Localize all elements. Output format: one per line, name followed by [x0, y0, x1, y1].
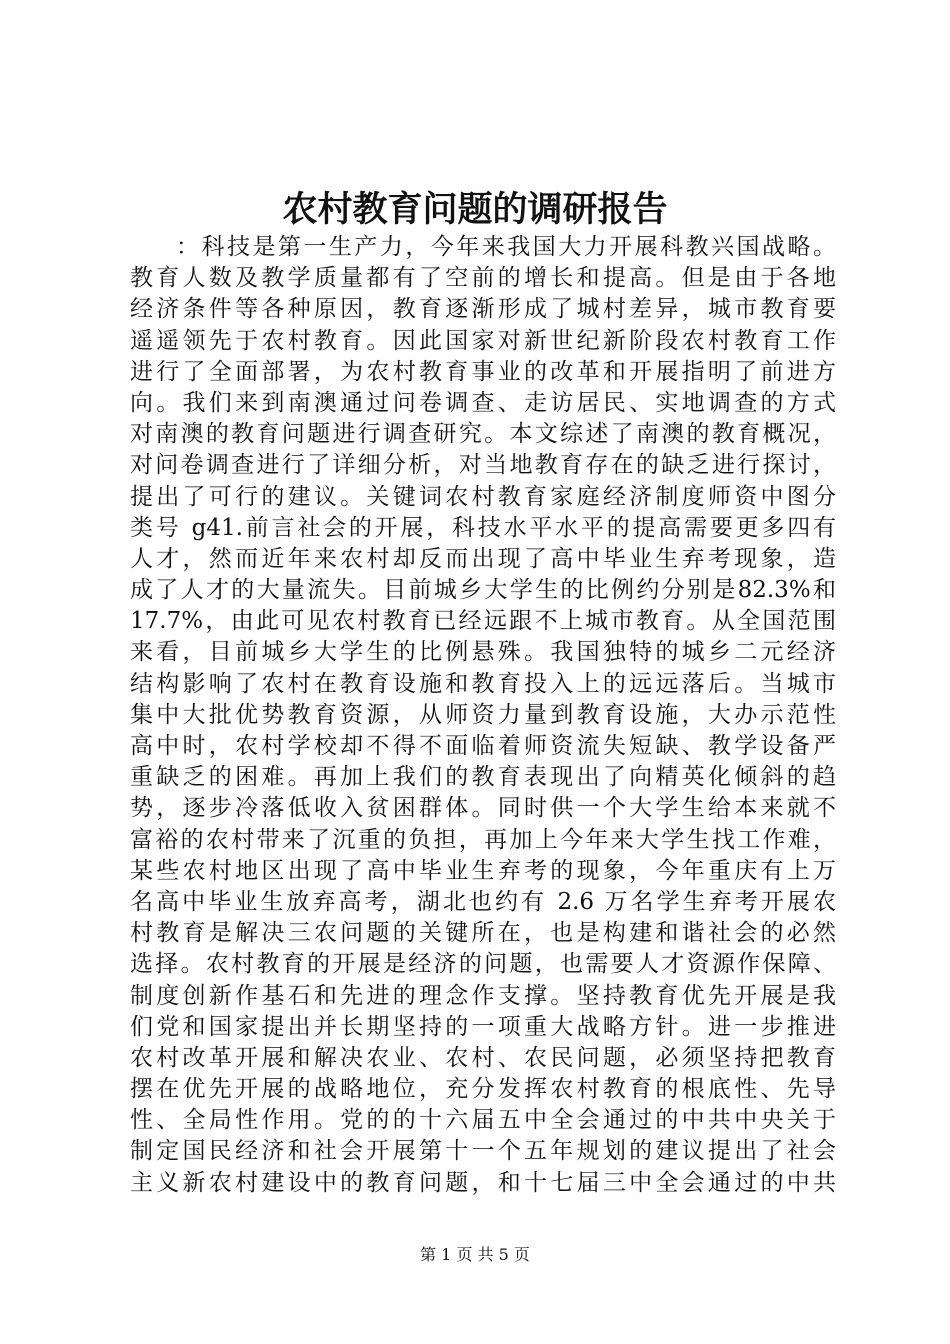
body-line: 某些农村地区出现了高中毕业生弃考的现象，今年重庆有上万 — [130, 857, 836, 884]
body-line: 高中时，农村学校却不得不面临着师资流失短缺、教学设备严 — [130, 733, 836, 759]
body-line: 提出了可行的建议。关键词农村教育家庭经济制度师资中图分 — [130, 483, 836, 510]
document-body — [130, 232, 836, 1199]
body-line: 结构影响了农村在教育设施和教育投入上的远远落后。当城市 — [130, 670, 836, 697]
body-line: 遥遥领先于农村教育。因此国家对新世纪新阶段农村教育工作 — [130, 327, 836, 354]
body-line: 名高中毕业生放弃高考，湖北也约有 2.6 万名学生弃考开展农 — [130, 888, 836, 915]
body-line: 17.7%，由此可见农村教育已经远跟不上城市教育。从全国范围 — [130, 608, 836, 635]
body-line: 摆在优先开展的战略地位，充分发挥农村教育的根底性、先导 — [130, 1076, 836, 1103]
body-line: 教育人数及教学质量都有了空前的增长和提高。但是由于各地 — [130, 265, 836, 292]
body-line: 选择。农村教育的开展是经济的问题，也需要人才资源作保障、 — [130, 951, 836, 978]
body-line: 集中大批优势教育资源，从师资力量到教育设施，大办示范性 — [130, 701, 836, 728]
body-line: 对问卷调查进行了详细分析，对当地教育存在的缺乏进行探讨， — [130, 452, 836, 479]
body-line: 农村改革开展和解决农业、农村、农民问题，必须坚持把教育 — [130, 1044, 836, 1071]
body-line: 势，逐步冷落低收入贫困群体。同时供一个大学生给本来就不 — [130, 795, 836, 822]
document-title: 农村教育问题的调研报告 — [282, 189, 668, 230]
body-line: 经济条件等各种原因，教育逐渐形成了城村差异，城市教育要 — [130, 296, 836, 323]
body-line: 们党和国家提出并长期坚持的一项重大战略方针。进一步推进 — [130, 1013, 836, 1040]
body-line: 进行了全面部署，为农村教育事业的改革和开展指明了前进方 — [130, 358, 836, 385]
body-line: 性、全局性作用。党的的十六届五中全会通过的中共中央关于 — [130, 1107, 836, 1134]
body-line: 类号 g41.前言社会的开展，科技水平水平的提高需要更多四有 — [130, 514, 836, 541]
body-line: 村教育是解决三农问题的关键所在，也是构建和谐社会的必然 — [130, 920, 836, 947]
body-line: 主义新农村建设中的教育问题，和十七届三中全会通过的中共 — [130, 1169, 836, 1196]
body-line: 富裕的农村带来了沉重的负担，再加上今年来大学生找工作难， — [130, 826, 836, 853]
body-line: 成了人才的大量流失。目前城乡大学生的比例约分别是82.3%和 — [130, 577, 836, 604]
body-line: 制度创新作基石和先进的理念作支撑。坚持教育优先开展是我 — [130, 982, 836, 1009]
body-line: 对南澳的教育问题进行调查研究。本文综述了南澳的教育概况， — [130, 421, 836, 448]
page-footer: 第 1 页 共 5 页 — [420, 1245, 530, 1264]
body-line: 向。我们来到南澳通过问卷调查、走访居民、实地调查的方式 — [130, 389, 836, 416]
body-line: 重缺乏的困难。再加上我们的教育表现出了向精英化倾斜的趋 — [130, 764, 836, 791]
body-line: 来看，目前城乡大学生的比例悬殊。我国独特的城乡二元经济 — [130, 639, 836, 666]
body-line: ：科技是第一生产力，今年来我国大力开展科教兴国战略。 — [176, 234, 836, 260]
body-line: 人才，然而近年来农村却反而出现了高中毕业生弃考现象，造 — [130, 545, 836, 572]
body-line: 制定国民经济和社会开展第十一个五年规划的建议提出了社会 — [130, 1138, 836, 1165]
